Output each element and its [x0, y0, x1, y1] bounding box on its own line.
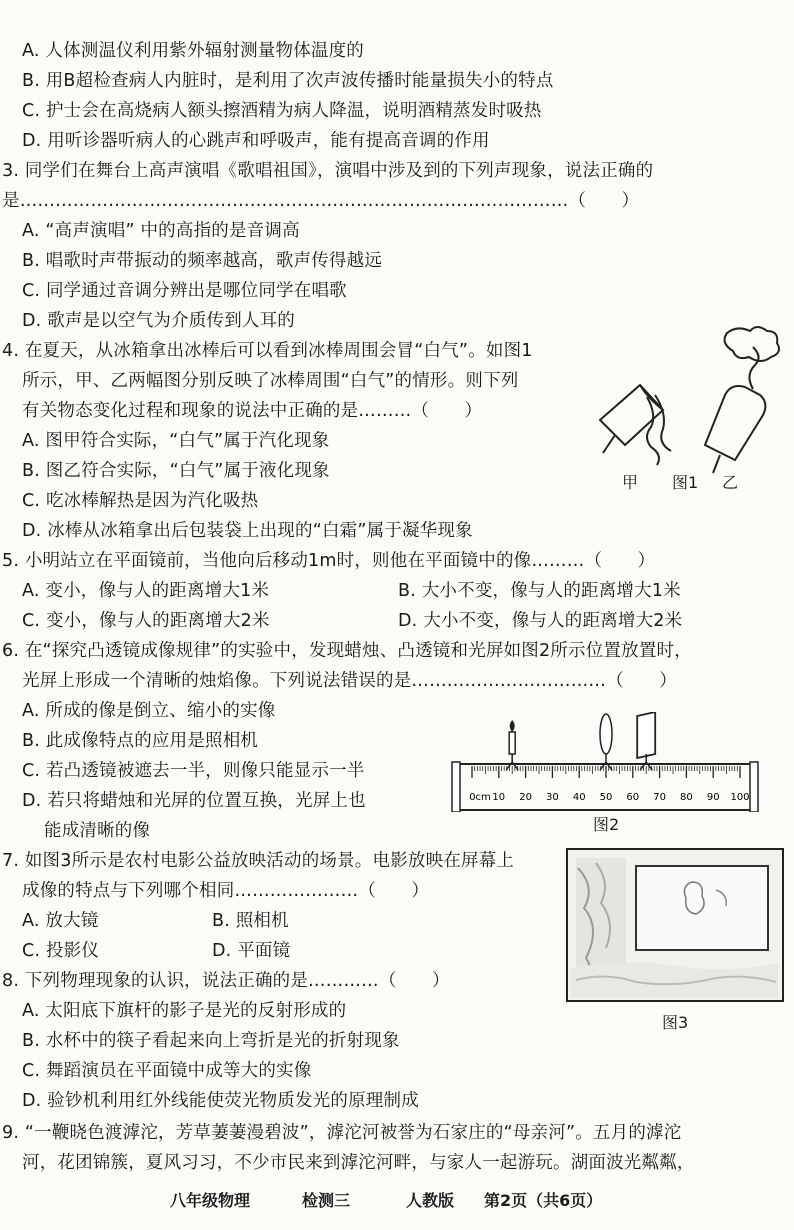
q6-option-a: A. 所成的像是倒立、缩小的实像 — [22, 701, 276, 721]
ruler-tick-label: 30 — [546, 792, 559, 803]
q4-option-a: A. 图甲符合实际，“白气”属于汽化现象 — [22, 431, 330, 451]
q5-option-d: D. 大小不变，像与人的距离增大2米 — [398, 611, 683, 631]
q6-stem: 6. 在“探究凸透镜成像规律”的实验中，发现蜡烛、凸透镜和光屏如图2所示位置放置时， — [2, 641, 692, 661]
q9-stem-cont: 河，花团锦簇，夏风习习，不少市民来到滹沱河畔，与家人一起游玩。湖面波光粼粼， — [22, 1153, 695, 1173]
q8-option-d: D. 验钞机利用红外线能使荧光物质发光的原理制成 — [22, 1091, 419, 1111]
ruler-tick-label: 40 — [572, 792, 586, 803]
q7-option-c: C. 投影仪 — [22, 941, 100, 961]
optical-bench-rail — [456, 764, 754, 810]
figure1-popsicle-illustration — [585, 325, 785, 475]
footer-test: 检测三 — [302, 1191, 351, 1210]
convex-lens — [600, 714, 612, 754]
q2-option-c: C. 护士会在高烧病人额头擦酒精为病人降温，说明酒精蒸发时吸热 — [22, 101, 542, 121]
q2-option-d: D. 用听诊器听病人的心跳声和呼吸声，能有提高音调的作用 — [22, 131, 490, 151]
q4-option-b: B. 图乙符合实际，“白气”属于液化现象 — [22, 461, 330, 481]
footer-grade: 八年级物理 — [170, 1191, 251, 1210]
footer-page: 第2页（共6页） — [484, 1191, 603, 1210]
q2-option-a: A. 人体测温仪利用紫外辐射测量物体温度的 — [22, 41, 364, 61]
ruler-tick-label: 90 — [706, 792, 720, 803]
q3-stem: 3. 同学们在舞台上高声演唱《歌唱祖国》，演唱中涉及到的下列声现象，说法正确的 — [2, 161, 654, 181]
q4-stem-cont1: 所示，甲、乙两幅图分别反映了冰棒周围“白气”的情形。则下列 — [22, 371, 519, 391]
q5-option-b: B. 大小不变，像与人的距离增大1米 — [398, 581, 681, 601]
q8-option-c: C. 舞蹈演员在平面镜中成等大的实像 — [22, 1061, 312, 1081]
q3-stem-cont: 是…………………………………………………………………………………（ ） — [2, 191, 640, 211]
q6-option-c: C. 若凸透镜被遮去一半，则像只能显示一半 — [22, 761, 365, 781]
q6-option-d-cont: 能成清晰的像 — [44, 821, 151, 841]
ruler-tick-label: 100 — [730, 792, 750, 803]
q7-option-b: B. 照相机 — [212, 911, 289, 931]
candle-flame — [510, 720, 515, 732]
q3-option-b: B. 唱歌时声带振动的频率越高，歌声传得越远 — [22, 251, 383, 271]
q2-option-b: B. 用B超检查病人内脏时，是利用了次声波传播时能量损失小的特点 — [22, 71, 554, 91]
q3-option-d: D. 歌声是以空气为介质传到人耳的 — [22, 311, 295, 331]
ruler-tick-label: 80 — [680, 792, 693, 803]
q7-option-d: D. 平面镜 — [212, 941, 291, 961]
q5-stem: 5. 小明站立在平面镜前，当他向后移动1m时，则他在平面镜中的像………（ ） — [2, 551, 656, 571]
q4-stem: 4. 在夏天，从冰箱拿出冰棒后可以看到冰棒周围会冒“白气”。如图1 — [2, 341, 533, 361]
ruler-tick-label: 0cm — [469, 792, 491, 803]
q7-stem: 7. 如图3所示是农村电影公益放映活动的场景。电影放映在屏幕上 — [2, 851, 515, 871]
q6-option-b: B. 此成像特点的应用是照相机 — [22, 731, 259, 751]
q8-stem: 8. 下列物理现象的认识，说法正确的是…………（ ） — [2, 971, 450, 991]
q4-stem-cont2: 有关物态变化过程和现象的说法中正确的是………（ ） — [22, 401, 483, 421]
q9-stem: 9. “一鞭晓色渡滹沱，芳草萋萋漫碧波”，滹沱河被誉为石家庄的“母亲河”。五月的滹沱 — [2, 1123, 682, 1143]
ruler-tick-label: 10 — [492, 792, 506, 803]
light-screen — [637, 712, 655, 758]
q5-option-a: A. 变小，像与人的距离增大1米 — [22, 581, 270, 601]
figure1-label-yi: 乙 — [722, 473, 739, 492]
q8-option-a: A. 太阳底下旗杆的影子是光的反射形成的 — [22, 1001, 347, 1021]
ruler-tick-label: 20 — [519, 792, 532, 803]
figure1-caption: 图1 — [672, 473, 699, 492]
q4-option-d: D. 冰棒从冰箱拿出后包装袋上出现的“白霜”属于凝华现象 — [22, 521, 473, 541]
ruler-tick-label: 60 — [626, 792, 640, 803]
ruler-tick-label: 70 — [653, 792, 666, 803]
figure2-optical-bench — [450, 712, 760, 812]
q5-option-c: C. 变小，像与人的距离增大2米 — [22, 611, 270, 631]
ruler-tick-label: 50 — [599, 792, 613, 803]
q6-option-d: D. 若只将蜡烛和光屏的位置互换，光屏上也 — [22, 791, 366, 811]
q3-option-c: C. 同学通过音调分辨出是哪位同学在唱歌 — [22, 281, 347, 301]
figure3-caption: 图3 — [662, 1013, 689, 1032]
q6-stem-cont: 光屏上形成一个清晰的烛焰像。下列说法错误的是……………………………（ ） — [22, 671, 677, 691]
q8-option-b: B. 水杯中的筷子看起来向上弯折是光的折射现象 — [22, 1031, 400, 1051]
candle — [509, 732, 515, 754]
q7-option-a: A. 放大镜 — [22, 911, 99, 931]
figure3-film-screening-photo — [566, 848, 784, 1002]
figure2-caption: 图2 — [593, 815, 620, 834]
q7-stem-cont: 成像的特点与下列哪个相同…………………（ ） — [22, 881, 430, 901]
figure1-label-jia: 甲 — [622, 473, 639, 492]
q4-option-c: C. 吃冰棒解热是因为汽化吸热 — [22, 491, 259, 511]
footer-edition: 人教版 — [406, 1191, 455, 1210]
q3-option-a: A. “高声演唱” 中的高指的是音调高 — [22, 221, 300, 241]
